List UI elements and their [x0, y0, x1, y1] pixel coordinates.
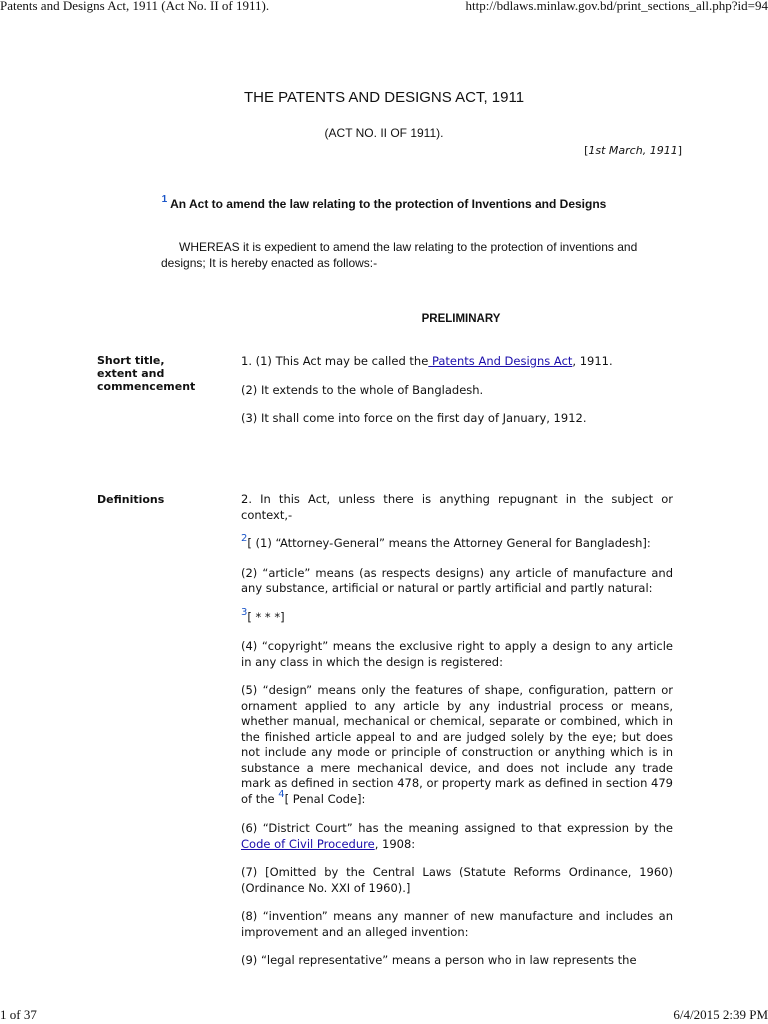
whereas-clause: WHEREAS it is expedient to amend the law relating to the protection of inventions and designs; It is hereby enacted as follows:- [161, 240, 638, 270]
section-1-sub-3: (3) It shall come into force on the first day of January, 1912. [241, 411, 587, 425]
patents-designs-act-link[interactable]: Patents And Designs Act [428, 354, 573, 368]
section-1-sub-2: (2) It extends to the whole of Bangladesh. [241, 382, 484, 397]
code-civil-procedure-link[interactable]: Code of Civil Procedure [241, 836, 375, 851]
footnote-marker-3[interactable]: 3 [241, 606, 248, 618]
section-2-intro: 2. In this Act, unless there is anything repugnant in the subject or context,- [241, 492, 673, 522]
section-1 [241, 354, 673, 427]
margin-note-section-1: Short title, extent and commencement [97, 354, 196, 393]
footnote-marker-1[interactable]: 1 [161, 194, 168, 205]
page-counter: 1 of 37 [0, 1007, 37, 1022]
print-header-url: http://bdlaws.minlaw.gov.bd/print_sections_all.php?id=94 [465, 0, 768, 13]
definition-8: (8) “invention” means any manner of new manufacture and includes an improvement and an alleged invention: [241, 909, 673, 939]
section-1-sub-1: 1. (1) This Act may be called the Patents And Designs Act, 1911. [241, 354, 613, 368]
definition-6: (6) “District Court” has the meaning assigned to that expression by the Code of Civil Procedure, 1908: [241, 821, 673, 851]
margin-note-section-2: Definitions [97, 493, 165, 506]
definition-1: 2[ (1) “Attorney-General” means the Attorney General for Bangladesh]: [241, 533, 651, 550]
footnote-marker-2[interactable]: 2 [241, 533, 248, 544]
print-timestamp: 6/4/2015 2:39 PM [673, 1007, 768, 1022]
chapter-heading: PRELIMINARY [421, 313, 501, 325]
enactment-date: [1st March, 1911] [584, 144, 682, 157]
footnote-marker-4[interactable]: 4 [278, 788, 285, 800]
print-header-title: Patents and Designs Act, 1911 (Act No. II of 1911). [0, 0, 270, 13]
definition-3: 3[ * * *] [241, 606, 285, 624]
definition-9: (9) “legal representative” means a person who in law represents the [241, 953, 637, 967]
act-number: (ACT NO. II OF 1911). [324, 126, 444, 140]
definition-2: (2) “article” means (as respects designs) any article of manufacture and any substance, artificial or natural or partly artificial and partly natural: [241, 565, 673, 595]
definition-7: (7) [Omitted by the Central Laws (Statute Reforms Ordinance, 1960) (Ordinance No. XXI of 1960).] [241, 865, 673, 895]
section-2 [241, 492, 673, 969]
preamble-title: $^1$ An Act to amend the law relating to the protection of Inventions and Designs [161, 194, 607, 211]
definition-4: (4) “copyright” means the exclusive right to apply a design to any article in any class in which the design is registered: [241, 639, 673, 669]
document-title: THE PATENTS AND DESIGNS ACT, 1911 [243, 89, 525, 106]
definition-5: (5) “design” means only the features of shape, configuration, pattern or ornament applied to any article by any industrial process or means, whether manual, mechanical or chemical, separate or combined, which in the finished article appeal to and are judged solely by the eye; but does not include any mode or principle of construction or anything which is in substance a mere mechanical device, and does not include any trade mark as defined in section 478, or property mark as defined in section 479 of the 4[ Penal Code]: [241, 683, 673, 806]
